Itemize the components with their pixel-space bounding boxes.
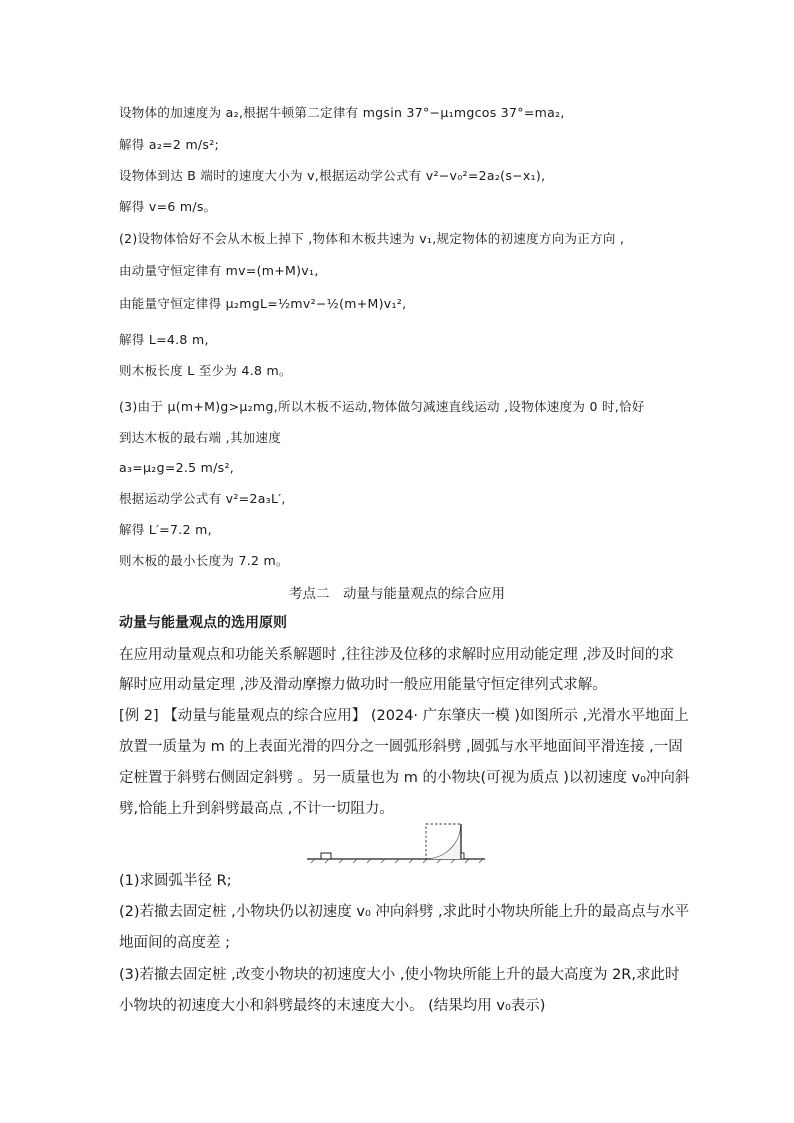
section-title: 考点二 动量与能量观点的综合应用 <box>289 586 505 602</box>
example-line-2: 放置一质量为 m 的上表面光滑的四分之一圆弧形斜劈 ,圆弧与水平地面间平滑连接 ,一固 <box>119 739 683 755</box>
small-block <box>321 853 331 859</box>
question-3-line-2: 小物块的初速度大小和斜劈最终的末速度大小。 (结果均用 v₀表示) <box>119 998 546 1014</box>
example-line-3: 定桩置于斜劈右侧固定斜劈 。另一质量也为 m 的小物块(可视为质点 )以初速度 v₀冲向斜 <box>119 770 690 786</box>
solution-line-13: 根据运动学公式有 v²=2a₃L′, <box>119 491 286 506</box>
question-2-line-2: 地面间的高度差 ; <box>119 935 230 951</box>
principle-line-2: 解时应用动量定理 ,涉及滑动摩擦力做功时一般应用能量守恒定律列式求解。 <box>119 677 607 693</box>
example-line-4: 劈,恰能上升到斜劈最高点 ,不计一切阻力。 <box>119 801 394 817</box>
example-line-1: [例 2] 【动量与能量观点的综合应用】 (2024· 广东肇庆一模 )如图所示 ,光滑水平地面上 <box>119 708 689 724</box>
question-2-line-1: (2)若撤去固定桩 ,小物块仍以初速度 v₀ 冲向斜劈 ,求此时小物块所能上升的最高点与水平 <box>119 904 690 920</box>
solution-line-15: 则木板的最小长度为 7.2 m。 <box>119 553 289 568</box>
solution-line-6: 由动量守恒定律有 mv=(m+M)v₁, <box>119 263 319 278</box>
question-1: (1)求圆弧半径 R; <box>119 873 232 889</box>
principle-line-1: 在应用动量观点和功能关系解题时 ,往往涉及位移的求解时应用动能定理 ,涉及时间的求 <box>119 647 674 663</box>
solution-line-12: a₃=μ₂g=2.5 m/s², <box>119 460 235 475</box>
solution-line-4: 解得 v=6 m/s。 <box>119 199 217 214</box>
solution-line-3: 设物体到达 B 端时的速度大小为 v,根据运动学公式有 v²−v₀²=2a₂(s−x₁), <box>119 168 546 183</box>
solution-line-10: (3)由于 μ(m+M)g>μ₂mg,所以木板不运动,物体做匀减速直线运动 ,设物体速度为 0 时,恰好 <box>119 399 645 414</box>
fixed-stake <box>461 853 464 859</box>
solution-line-7: 由能量守恒定律得 μ₂mgL=½mv²−½(m+M)v₁², <box>119 296 407 311</box>
solution-line-9: 则木板长度 L 至少为 4.8 m。 <box>119 363 292 378</box>
solution-line-1: 设物体的加速度为 a₂,根据牛顿第二定律有 mgsin 37°−μ₁mgcos 37°=ma₂, <box>119 105 565 120</box>
solution-line-2: 解得 a₂=2 m/s²; <box>119 137 220 152</box>
solution-line-8: 解得 L=4.8 m, <box>119 332 209 347</box>
question-3-line-1: (3)若撤去固定桩 ,改变小物块的初速度大小 ,使小物块所能上升的最大高度为 2R,求此时 <box>119 967 680 983</box>
principle-heading: 动量与能量观点的选用原则 <box>119 615 287 631</box>
solution-line-14: 解得 L′=7.2 m, <box>119 522 212 537</box>
solution-line-5: (2)设物体恰好不会从木板上掉下 ,物体和木板共速为 v₁,规定物体的初速度方向为正方向 , <box>119 231 625 246</box>
wedge-diagram <box>305 820 505 865</box>
solution-line-11: 到达木板的最右端 ,其加速度 <box>119 430 282 445</box>
